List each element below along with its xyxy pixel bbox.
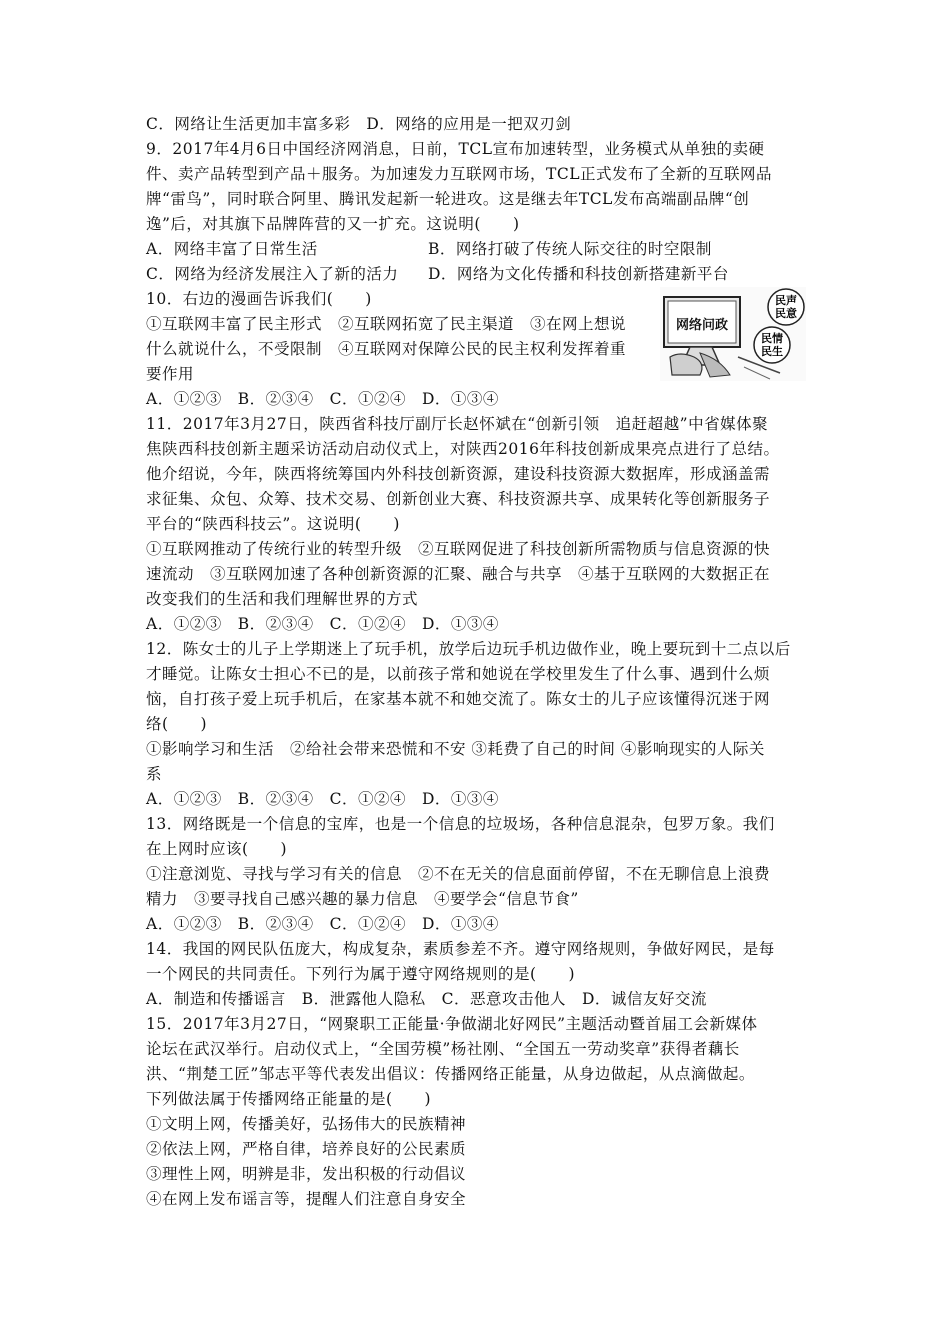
q9-stem-line-3: 牌“雷鸟”，同时联合阿里、腾讯发起新一轮进攻。这是继去年TCL发布高端副品牌“创 <box>146 190 750 208</box>
cartoon-image <box>660 287 806 381</box>
q11-statements-line-2: 速流动 ③互联网加速了各种创新资源的汇聚、融合与共享 ④基于互联网的大数据正在 <box>146 565 771 583</box>
q9-stem-line-4: 逸”后，对其旗下品牌阵营的又一扩充。这说明( ) <box>146 215 520 233</box>
q14-stem-line-1: 14．我国的网民队伍庞大，构成复杂，素质参差不齐。遵守网络规则，争做好网民，是每 <box>146 940 775 958</box>
q11-stem-line-4: 求征集、众包、众筹、技术交易、创新创业大赛、科技资源共享、成果转化等创新服务子 <box>146 490 771 508</box>
q12-stem-line-2: 才睡觉。让陈女士担心不已的是，以前孩子常和她说在学校里发生了什么事、遇到什么烦 <box>146 665 771 683</box>
q10-statements-line-2: 什么就说什么，不受限制 ④互联网对保障公民的民主权利发挥着重 <box>146 340 627 358</box>
q10-options: A．①②③ B．②③④ C．①②④ D．①③④ <box>146 390 499 408</box>
q12-stem-line-3: 恼，自打孩子爱上玩手机后，在家基本就不和她交流了。陈女士的儿子应该懂得沉迷于网 <box>146 690 771 708</box>
q11-statements-line-1: ①互联网推动了传统行业的转型升级 ②互联网促进了科技创新所需物质与信息资源的快 <box>146 540 771 558</box>
q13-stem-line-1: 13．网络既是一个信息的宝库，也是一个信息的垃圾场，各种信息混杂，包罗万象。我们 <box>146 815 775 833</box>
q11-stem-line-5: 平台的“陕西科技云”。这说明( ) <box>146 515 400 533</box>
q12-statements-line-1: ①影响学习和生活 ②给社会带来恐慌和不安 ③耗费了自己的时间 ④影响现实的人际关 <box>146 740 765 758</box>
q12-statements-line-2: 系 <box>146 765 163 783</box>
q13-statements-line-2: 精力 ③要寻找自己感兴趣的暴力信息 ④要学会“信息节食” <box>146 890 579 908</box>
q13-statements-line-1: ①注意浏览、寻找与学习有关的信息 ②不在无关的信息面前停留，不在无聊信息上浪费 <box>146 865 771 883</box>
q15-statement-3: ③理性上网，明辨是非，发出积极的行动倡议 <box>146 1165 467 1183</box>
q11-statements-line-3: 改变我们的生活和我们理解世界的方式 <box>146 590 419 608</box>
q15-stem-line-3: 洪、“荆楚工匠”邹志平等代表发出倡议：传播网络正能量，从身边做起，从点滴做起。 <box>146 1065 755 1083</box>
q15-stem-line-1: 15．2017年3月27日，“网聚职工正能量·争做湖北好网民”主题活动暨首届工会新媒体 <box>146 1015 758 1033</box>
svg-text:民意: 民意 <box>775 307 797 320</box>
q15-statement-1: ①文明上网，传播美好，弘扬伟大的民族精神 <box>146 1115 467 1133</box>
q13-stem-line-2: 在上网时应该( ) <box>146 840 288 858</box>
q14-options: A．制造和传播谣言 B．泄露他人隐私 C．恶意攻击他人 D．诚信友好交流 <box>146 990 707 1008</box>
q12-options: A．①②③ B．②③④ C．①②④ D．①③④ <box>146 790 499 808</box>
svg-text:民生: 民生 <box>761 345 783 358</box>
q15-stem-line-4: 下列做法属于传播网络正能量的是( ) <box>146 1090 432 1108</box>
q9-options-ab <box>146 237 806 262</box>
q12-stem-line-4: 络( ) <box>146 715 208 733</box>
svg-text:民情: 民情 <box>761 332 783 345</box>
q11-stem-line-1: 11．2017年3月27日，陕西省科技厅副厅长赵怀斌在“创新引领 追赶超越”中省媒体聚 <box>146 415 769 433</box>
q15-stem-line-2: 论坛在武汉举行。启动仪式上，“全国劳模”杨社刚、“全国五一劳动奖章”获得者藕长 <box>146 1040 740 1058</box>
q9-option-c: C．网络为经济发展注入了新的活力 <box>146 265 399 283</box>
svg-text:民声: 民声 <box>775 294 797 307</box>
q9-stem-line-2: 件、卖产品转型到产品＋服务。为加速发力互联网市场，TCL正式发布了全新的互联网品 <box>146 165 772 183</box>
q9-options-cd <box>146 262 806 287</box>
document-page <box>146 112 806 1212</box>
q11-stem-line-2: 焦陕西科技创新主题采访活动启动仪式上，对陕西2016年科技创新成果亮点进行了总结。 <box>146 440 780 458</box>
q14-stem-line-2: 一个网民的共同责任。下列行为属于遵守网络规则的是( ) <box>146 965 576 983</box>
q15-statement-2: ②依法上网，严格自律，培养良好的公民素质 <box>146 1140 467 1158</box>
q15-statement-4: ④在网上发布谣言等，提醒人们注意自身安全 <box>146 1190 467 1208</box>
q10-stem: 10．右边的漫画告诉我们( ) <box>146 290 372 308</box>
q10-statements-line-1: ①互联网丰富了民主形式 ②互联网拓宽了民主渠道 ③在网上想说 <box>146 315 627 333</box>
q13-options: A．①②③ B．②③④ C．①②④ D．①③④ <box>146 915 499 933</box>
q10-block <box>146 287 806 387</box>
q11-stem-line-3: 他介绍说，今年，陕西将统筹国内外科技创新资源，建设科技资源大数据库，形成涵盖需 <box>146 465 771 483</box>
q9-option-d: D．网络为文化传播和科技创新搭建新平台 <box>428 265 729 283</box>
q8-options-cd: C．网络让生活更加丰富多彩 D．网络的应用是一把双刃剑 <box>146 115 572 133</box>
q12-stem-line-1: 12．陈女士的儿子上学期迷上了玩手机，放学后边玩手机边做作业，晚上要玩到十二点以后 <box>146 640 791 658</box>
q9-option-a: A．网络丰富了日常生活 <box>146 240 318 258</box>
cartoon-screen-text: 网络问政 <box>675 318 729 333</box>
q9-stem-line-1: 9．2017年4月6日中国经济网消息，日前，TCL宣布加速转型，业务模式从单独的卖硬 <box>146 140 765 158</box>
q10-statements-line-3: 要作用 <box>146 365 195 383</box>
q11-options: A．①②③ B．②③④ C．①②④ D．①③④ <box>146 615 499 633</box>
q9-option-b: B．网络打破了传统人际交往的时空限制 <box>428 240 712 258</box>
